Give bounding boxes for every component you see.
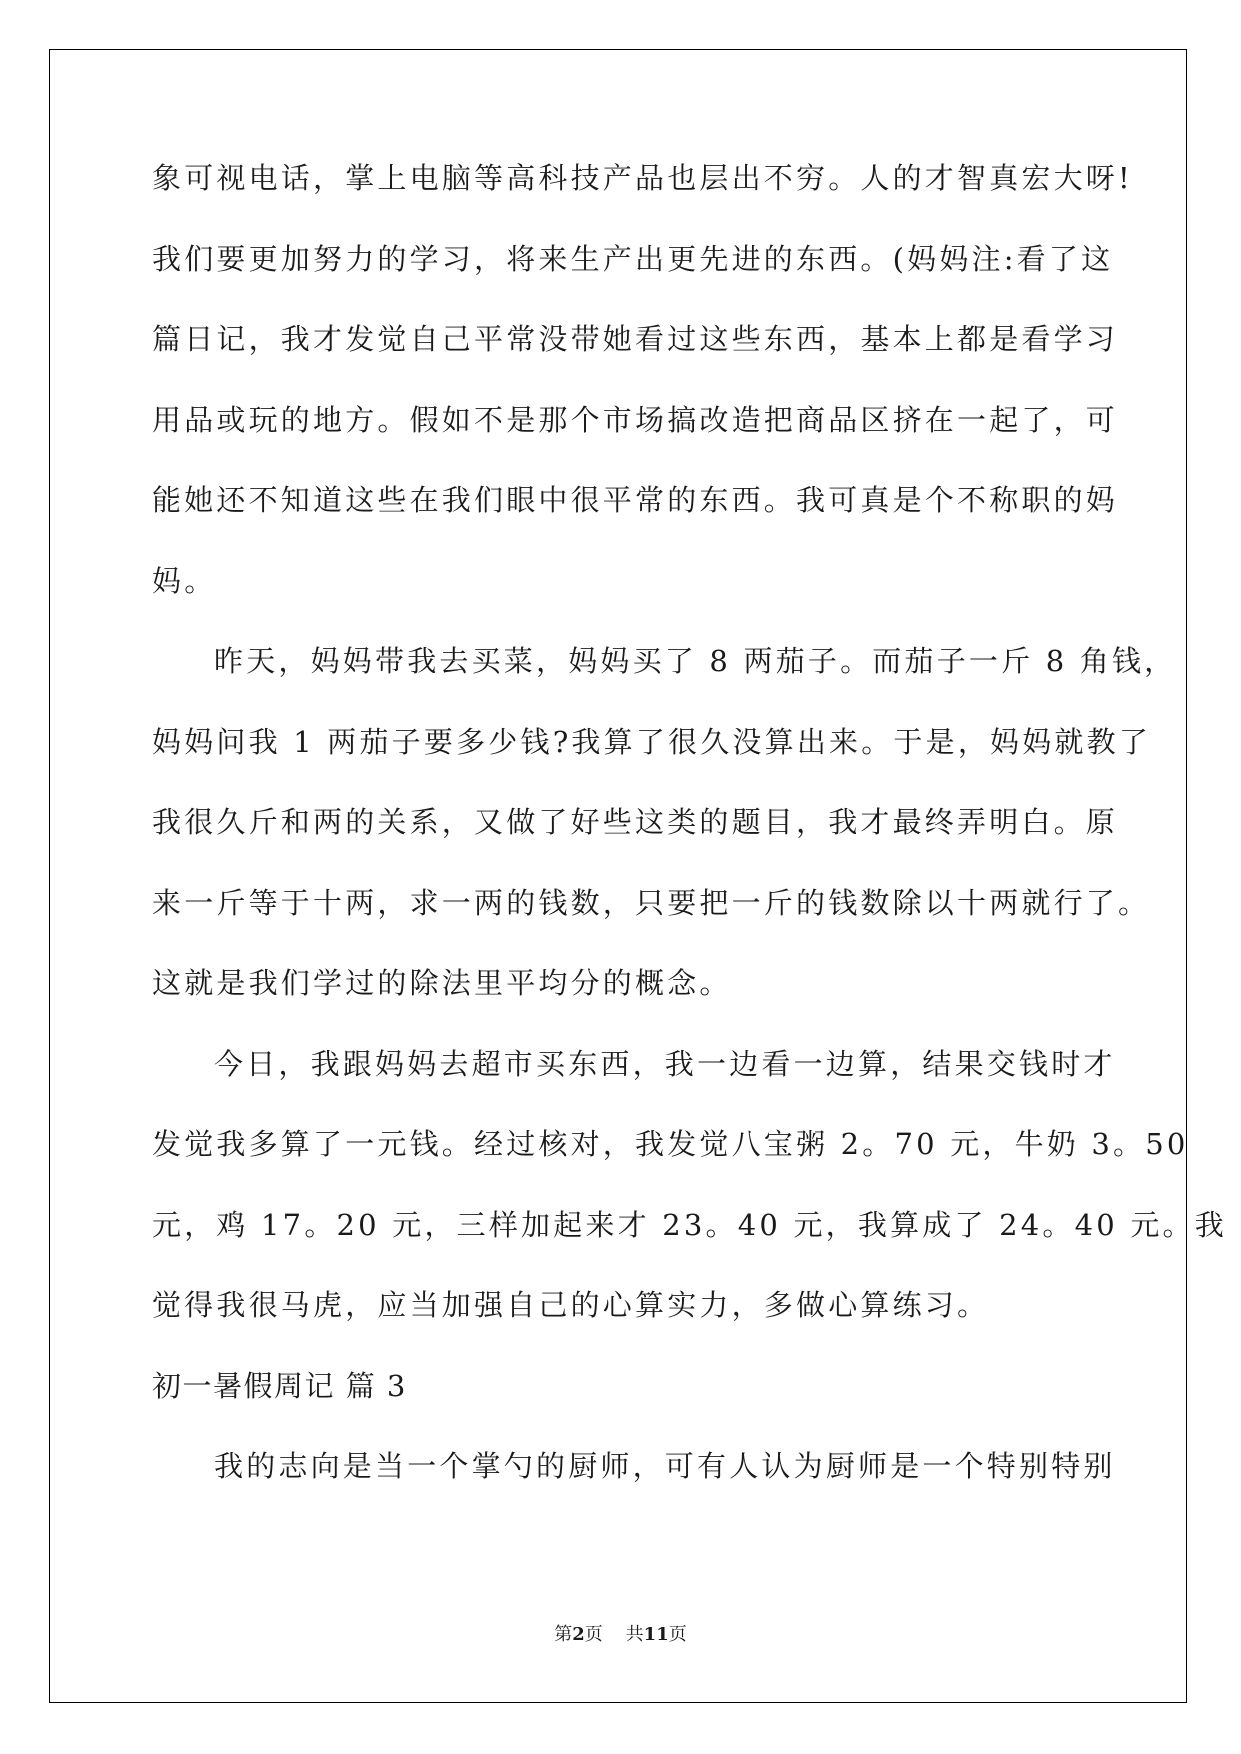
text-line: 我们要更加努力的学习，将来生产出更先进的东西。(妈妈注:看了这 — [152, 241, 1114, 276]
text-line: 元，鸡 17。20 元，三样加起来才 23。40 元，我算成了 24。40 元。我 — [152, 1207, 1227, 1242]
text-line: 用品或玩的地方。假如不是那个市场搞改造把商品区挤在一起了，可 — [152, 402, 1119, 437]
paragraph-start-line: 今日，我跟妈妈去超市买东西，我一边看一边算，结果交钱时才 — [214, 1046, 1116, 1081]
text-line: 发觉我多算了一元钱。经过核对，我发觉八宝粥 2。70 元，牛奶 3。50 — [152, 1127, 1189, 1161]
document-body — [152, 158, 1227, 1527]
footer-suffix: 页 — [668, 1624, 687, 1645]
text-line: 我很久斤和两的关系，又做了好些这类的题目，我才最终弄明白。原 — [152, 805, 1119, 839]
total-page-count: 11 — [643, 1624, 669, 1645]
text-line: 这就是我们学过的除法里平均分的概念。 — [152, 966, 732, 1000]
paragraph-start-line: 我的志向是当一个掌勺的厨师，可有人认为厨师是一个特别特别 — [214, 1449, 1116, 1483]
page-footer — [0, 1620, 1241, 1646]
section-heading: 初一暑假周记 篇 3 — [152, 1368, 407, 1403]
footer-prefix: 第 — [554, 1624, 573, 1645]
text-line: 来一斤等于十两，求一两的钱数，只要把一斤的钱数除以十两就行了。 — [152, 885, 1151, 920]
current-page-number: 2 — [572, 1624, 585, 1645]
footer-middle: 页 共 — [584, 1624, 644, 1645]
text-line: 觉得我很马虎，应当加强自己的心算实力，多做心算练习。 — [152, 1288, 990, 1322]
text-line: 妈妈问我 1 两茄子要多少钱?我算了很久没算出来。于是，妈妈就教了 — [152, 724, 1152, 759]
text-line: 篇日记，我才发觉自己平常没带她看过这些东西，基本上都是看学习 — [152, 322, 1119, 356]
paragraph-start-line: 昨天，妈妈带我去买菜，妈妈买了 8 两茄子。而茄子一斤 8 角钱， — [214, 644, 1177, 678]
text-line: 妈。 — [152, 563, 217, 598]
text-line: 象可视电话，掌上电脑等高科技产品也层出不穷。人的才智真宏大呀! — [152, 161, 1133, 195]
text-line: 能她还不知道这些在我们眼中很平常的东西。我可真是个不称职的妈 — [152, 483, 1119, 517]
